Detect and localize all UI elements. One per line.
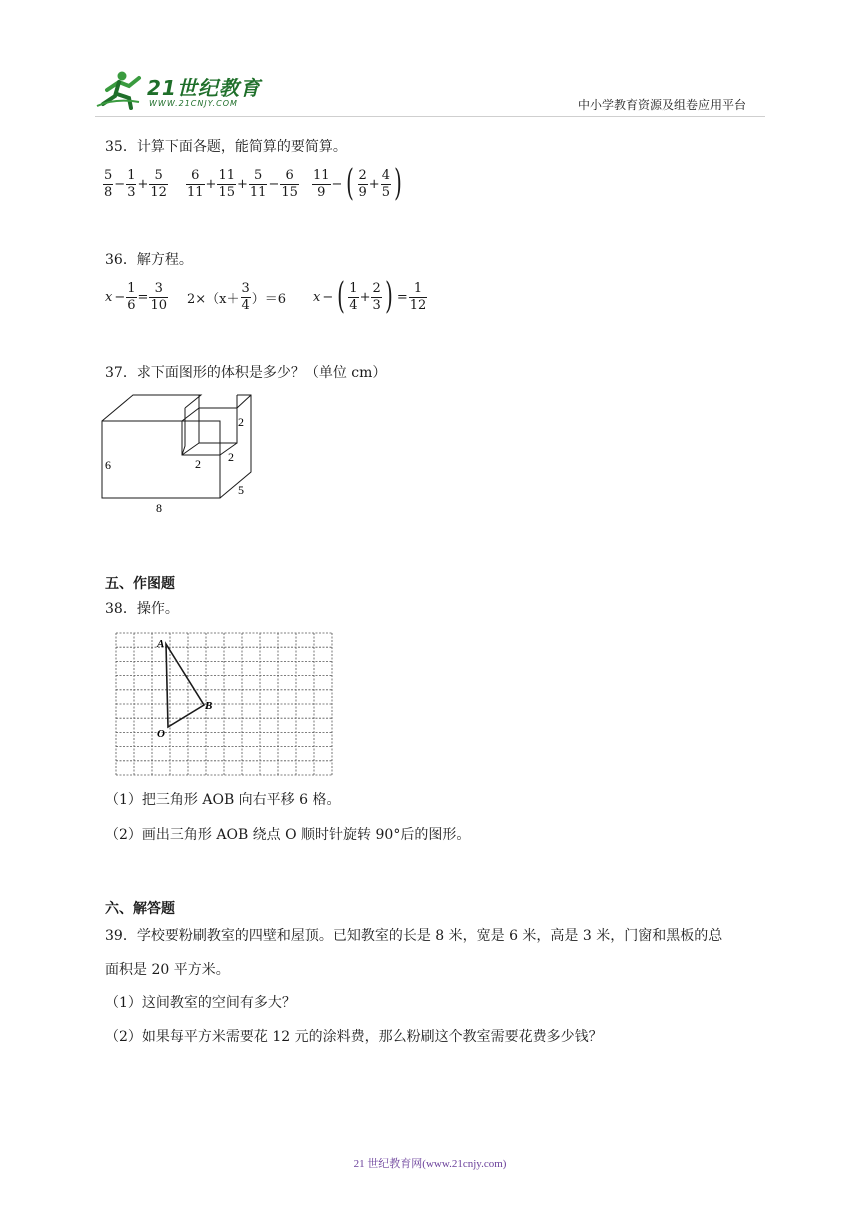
logo-url-text: WWW.21CNJY.COM xyxy=(149,99,238,108)
section5-title: 五、作图题 xyxy=(105,576,175,592)
q35-expression-1: $\frac{5}{8}$ − $\frac{1}{3}$ + $\frac{5}{12}$ xyxy=(104,168,167,200)
q36-prompt: 36．解方程。 xyxy=(105,252,193,268)
q38-grid-figure xyxy=(112,630,334,776)
q35-expression-2: $\frac{6}{11}$ + $\frac{11}{15}$ + $\frac{5}{11}$ − $\frac{6}{15}$ xyxy=(187,168,298,200)
label-cube-bottom: 2 xyxy=(195,457,201,471)
point-a-label: A xyxy=(157,638,165,650)
q35-expression-3: $\frac{11}{9}$ − ( $\frac{2}{9}$ + $\frac{4}{5}$ ) xyxy=(313,163,402,204)
label-height: 6 xyxy=(105,458,111,472)
footer-text: 21 世纪教育网(www.21cnjy.com) xyxy=(353,1158,507,1170)
label-length: 8 xyxy=(156,501,162,515)
point-o-label: O xyxy=(157,728,165,740)
q39-prompt-line1: 39．学校要粉刷教室的四壁和屋顶。已知教室的长是 8 米，宽是 6 米，高是 3 米，门窗和黑板的总 xyxy=(105,928,723,944)
q38-sub2: （2）画出三角形 AOB 绕点 O 顺时针旋转 90°后的图形。 xyxy=(105,827,471,843)
label-cube-side: 2 xyxy=(238,415,244,429)
header-logo xyxy=(95,68,265,114)
q39-sub1: （1）这间教室的空间有多大？ xyxy=(105,995,296,1011)
logo-text: 21世纪教育 xyxy=(147,76,261,100)
q38-prompt: 38．操作。 xyxy=(105,601,179,617)
point-b-label: B xyxy=(205,700,213,712)
q39-sub2: （2）如果每平方米需要花 12 元的涂料费，那么粉刷这个教室需要花费多少钱？ xyxy=(105,1029,603,1045)
header-platform-text: 中小学教育资源及组卷应用平台 xyxy=(578,98,747,112)
q37-solid-figure xyxy=(95,388,265,518)
q35-prompt: 35．计算下面各题，能简算的要简算。 xyxy=(105,139,347,155)
q38-sub1: （1）把三角形 AOB 向右平移 6 格。 xyxy=(105,792,341,808)
label-depth: 5 xyxy=(238,483,244,497)
q36-equation-1: x − $\frac{1}{6}$ = $\frac{3}{10}$ xyxy=(105,281,167,313)
section6-title: 六、解答题 xyxy=(105,901,175,917)
q36-equation-3: x − ( $\frac{1}{4}$ + $\frac{2}{3}$ ) = $\frac{1}{12}$ xyxy=(313,276,427,317)
q39-prompt-line2: 面积是 20 平方米。 xyxy=(105,962,230,978)
q36-equation-2: 2×（x＋ $\frac{3}{4}$ ）＝6 xyxy=(187,281,287,313)
header-rule xyxy=(95,116,765,117)
q37-prompt: 37．求下面图形的体积是多少？（单位 cm） xyxy=(105,365,387,381)
label-cube-depth: 2 xyxy=(228,450,234,464)
